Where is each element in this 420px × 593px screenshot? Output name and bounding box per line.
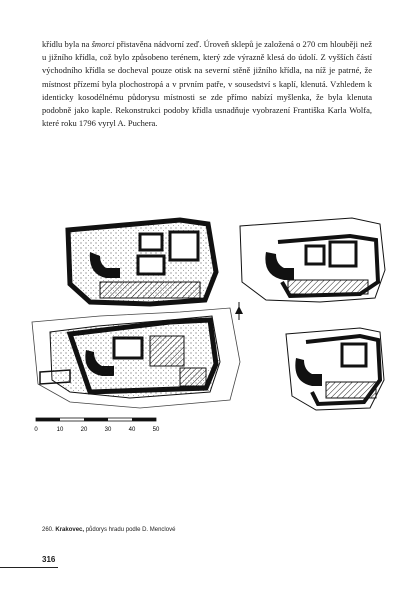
floor-plan-bottom-right [286,328,384,410]
paragraph-rest: přistavěna nádvorní zeď. Úroveň sklepů je založená o 270 cm hlouběji než u jižního křídla, což bylo způsobeno terénem, který zde výrazně klesá do údolí. Z vyšších částí východního křídla se docheval pouze otisk na severní stěně jižního křídla, na níž je patrné, že místnost přízemí byla plochostropá a v prvním patře, v sousedství s kaplí, klenutá. Vzhledem k identicky kosodélnému půdorysu místnosti se zde přímo nabízí myšlenka, že byla klenuta podobně jako kaple. Rekonstrukci podoby křídla usnadňuje vyobrazení Františka Karla Wolfa, které roku 1796 vyryl A. Puchera. [42,39,372,129]
paragraph-italic-term: šmorci [91,39,115,49]
caption-number: 260. [42,527,54,533]
floor-plan-top-left [68,220,216,304]
body-paragraph [42,38,372,130]
figure-caption [42,527,175,533]
scale-tick-label: 50 [152,427,160,433]
scale-tick-label: 30 [104,427,112,433]
paragraph-start: křídlu byla na [42,39,92,49]
scale-tick-label: 0 [34,427,38,433]
floor-plan-top-right [240,218,385,302]
caption-place: Krakovec, [55,527,85,533]
caption-text: půdorys hradu podle D. Menclové [84,527,176,533]
scale-bar [34,418,160,433]
scale-tick-label: 20 [80,427,88,433]
scale-tick-label: 40 [128,427,136,433]
floor-plan-bottom-left [32,302,243,408]
north-arrow [235,302,243,320]
castle-floor-plans [30,212,400,442]
scale-tick-label: 10 [56,427,64,433]
footer-rule [0,567,58,568]
page-number: 316 [42,555,56,564]
